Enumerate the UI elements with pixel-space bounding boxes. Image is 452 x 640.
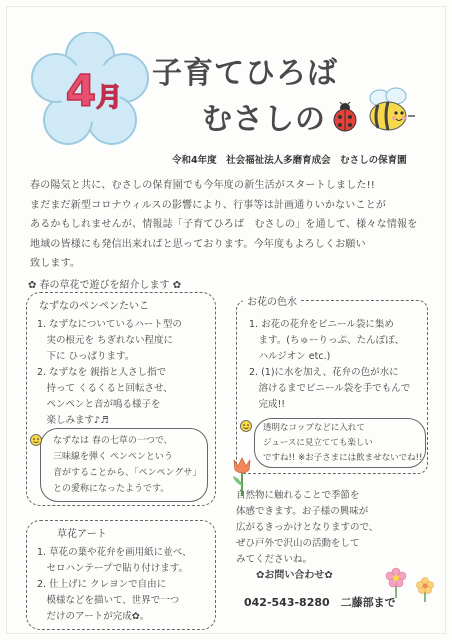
color-water-bubble-text: 透明なコップなどに入れて ジュースに見立てても楽しい ですね!! ※お子さまには飲ませないでね!! [263, 423, 423, 463]
month-unit: 月 [96, 83, 123, 113]
title-line-2: むさしの [202, 102, 326, 137]
smile-icon [240, 420, 252, 432]
color-water-steps: 1. お花の花弁をビニール袋に集め ます。(ちゅーりっぷ、たんぽぽ、 ハルジオン etc.) 2. (1)に水を加え、花弁の色が水に 溶けるまでビニール袋を手でもんで 完成!! [249, 319, 411, 410]
closing-paragraph: 自然物に触れることで季節を 体感できます。お子様の興味が 広がるきっかけとなりますので、 ぜひ戸外で沢山の活動をして みてくださいね。 [236, 490, 379, 565]
bee-icon [364, 86, 416, 134]
kusabana-box [26, 520, 216, 630]
nazuna-steps: 1. なずなについているハート型の 実の根元を ちぎれない程度に 下に ひっぱります。 2. なずなを 親指と人さし指で 持って くるくると回転させ、 ペンペンと音が鳴る様子を 楽しみます♪♬ [37, 319, 182, 426]
kusabana-title: 草花アート [57, 529, 107, 540]
title-line-1: 子育てひろば [152, 56, 338, 91]
contact-phone: 042-543-8280 二藤部まで [244, 596, 396, 609]
small-flower-icon [414, 576, 436, 602]
nazuna-title: なずなのペンペンたいこ [39, 301, 149, 312]
intro-paragraph: 春の陽気と共に、むさしの保育園でも今年度の新生活がスタートしました!! まだまだ新型コロナウィルスの影響により、行事等は計画通りいかないことが あるかもしれませんが、情報誌「子育てひろば むさしの」を通して、様々な情報を 地域の皆様にも発信出来ればと思っております。今年度もよろしくお願い 致します。 [30, 180, 418, 269]
ladybug-icon [332, 102, 358, 132]
spring-section-heading: ✿ 春の草花で遊びを紹介します ✿ [28, 280, 182, 291]
nazuna-bubble-text: なずなは 春の七草の一つで、 三味線を弾く ペンペンという 音がすることから、「ペンペングサ」 との愛称になったようです。 [53, 436, 202, 494]
contact-heading: ✿お問い合わせ✿ [256, 570, 333, 581]
month-number: 4 [65, 66, 97, 117]
color-water-title: お花の色水 [243, 293, 301, 308]
kusabana-steps: 1. 草花の葉や花弁を画用紙に並べ、 セロハンテープで貼り付けます。 2. 仕上げに クレヨンで自由に 模様などを描いて、世界で一つ だけのアートが完成✿。 [37, 547, 192, 622]
month-label [54, 62, 134, 122]
organization-line: 令和4年度 社会福祉法人多磨育成会 むさしの保育園 [172, 155, 407, 166]
color-water-bubble [254, 418, 426, 468]
smile-icon [30, 434, 42, 446]
nazuna-info-bubble [40, 428, 208, 502]
